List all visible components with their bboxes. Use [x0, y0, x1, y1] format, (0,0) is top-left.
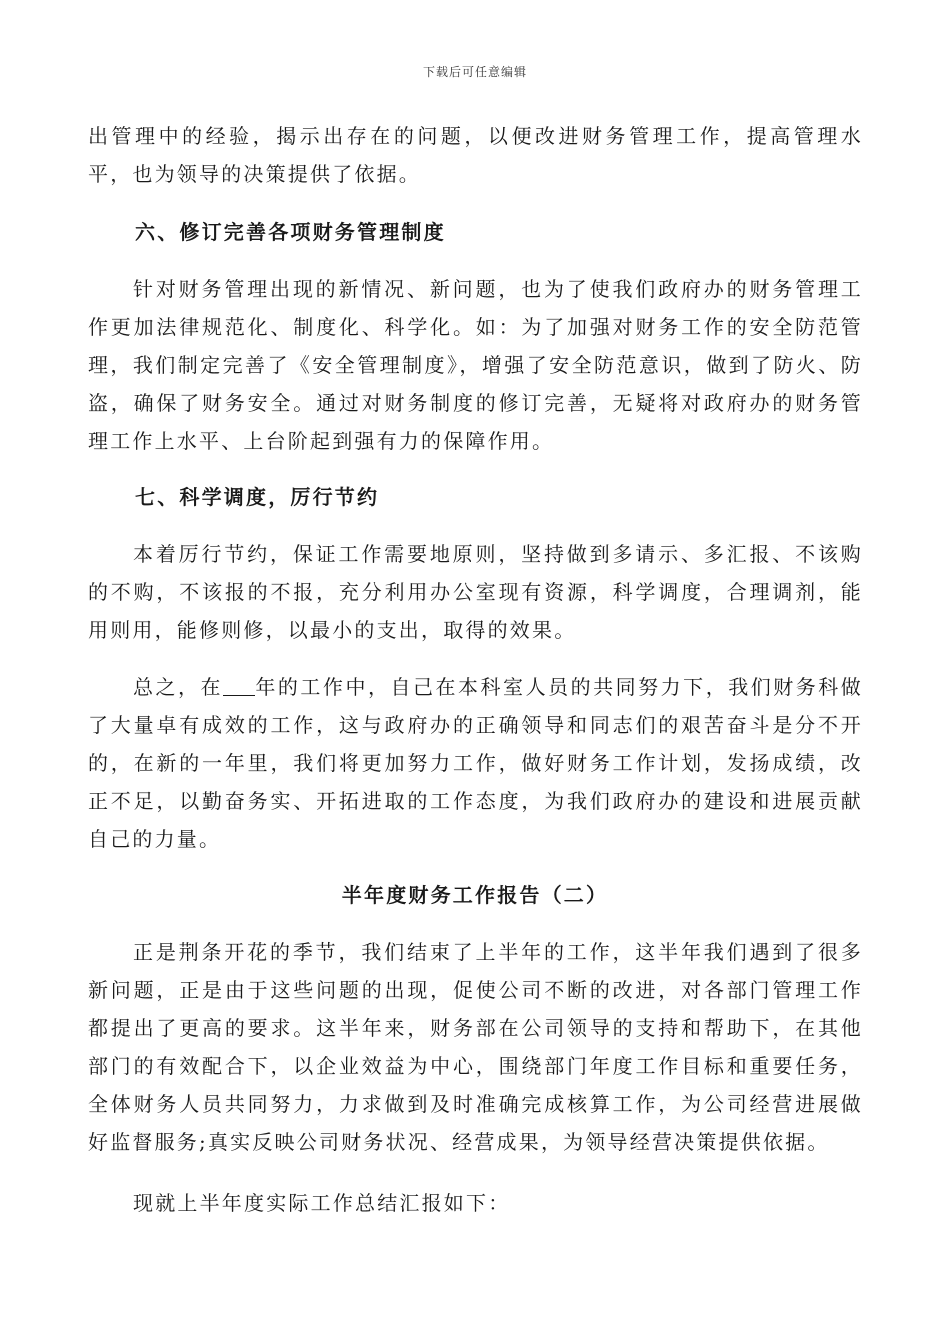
paragraph-thrift: 本着厉行节约，保证工作需要地原则，坚持做到多请示、多汇报、不该购的不购，不该报的不报，充分利用办公室现有资源，科学调度，合理调剂，能用则用，能修则修，以最小的支出，取得的效果。	[88, 542, 863, 642]
paragraph-regulations: 针对财务管理出现的新情况、新问题，也为了使我们政府办的财务管理工作更加法律规范化、制度化、科学化。如：为了加强对财务工作的安全防范管理，我们制定完善了《安全管理制度》，增强了安全防范意识，做到了防火、防盗，确保了财务安全。通过对财务制度的修订完善，无疑将对政府办的财务管理工作上水平、上台阶起到强有力的保障作用。	[88, 277, 863, 453]
paragraph-intro: 正是荆条开花的季节，我们结束了上半年的工作，这半年我们遇到了很多新问题，正是由于这些问题的出现，促使公司不断的改进，对各部门管理工作都提出了更高的要求。这半年来，财务部在公司领导的支持和帮助下，在其他部门的有效配合下，以企业效益为中心，围绕部门年度工作目标和重要任务，全体财务人员共同努力，力求做到及时准确完成核算工作，为公司经营进展做好监督服务;真实反映公司财务状况、经营成果，为领导经营决策提供依据。	[88, 940, 863, 1154]
page-header-note: 下载后可任意编辑	[422, 65, 527, 79]
summary-text-start: 总之，在	[133, 675, 224, 699]
paragraph-summary	[88, 668, 863, 858]
section-heading-7: 七、科学调度，厉行节约	[135, 485, 380, 509]
summary-text-end: 年的工作中，自己在本科室人员的共同努力下，我们财务科做了大量卓有成效的工作，这与政府办的正确领导和同志们的艰苦奋斗是分不开的，在新的一年里，我们将更加努力工作，做好财务工作计划，发扬成绩，改正不足，以勤奋务实、开拓进取的工作态度，为我们政府办的建设和进展贡献自己的力量。	[88, 675, 863, 851]
year-blank	[223, 677, 255, 696]
paragraph-continuation: 出管理中的经验，揭示出存在的问题，以便改进财务管理工作，提高管理水平，也为领导的决策提供了依据。	[88, 124, 863, 186]
paragraph-report-lead: 现就上半年度实际工作总结汇报如下：	[133, 1191, 511, 1215]
report-title: 半年度财务工作报告（二）	[341, 883, 609, 907]
section-heading-6: 六、修订完善各项财务管理制度	[135, 220, 446, 244]
